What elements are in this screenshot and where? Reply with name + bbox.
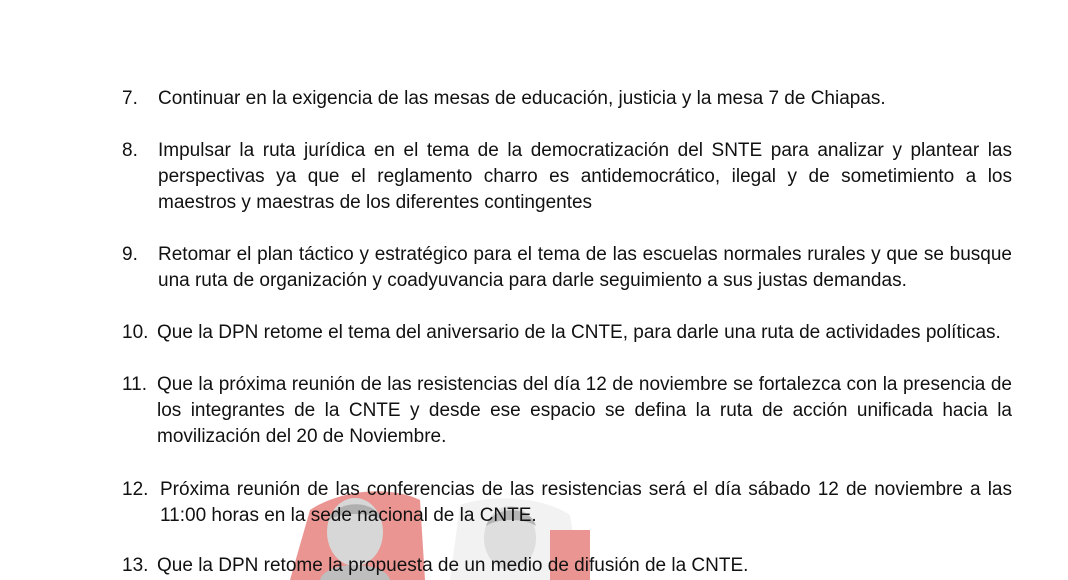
item-text: Que la DPN retome la propuesta de un medio de difusión de la CNTE. [157,555,749,576]
list-item-7 [122,86,1012,112]
list-item-11 [122,372,1012,450]
list-item-8 [122,138,1012,216]
item-number: 10. [122,322,149,343]
item-text: Impulsar la ruta jurídica en el tema de la democratización del SNTE para analizar y plantear las perspectivas ya que el reglamento charro es antidemocrático, ilegal y de sometimiento a los maestros y maestras de los diferentes contingentes [158,140,1012,213]
item-text: Próxima reunión de las conferencias de las resistencias será el día sábado 12 de noviembre a las 11:00 horas en la sede nacional de la CNTE. [160,479,1012,526]
item-text: Que la DPN retome el tema del aniversario de la CNTE, para darle una ruta de actividades políticas. [157,322,1001,343]
item-text: Que la próxima reunión de las resistencias del día 12 de noviembre se fortalezca con la presencia de los integrantes de la CNTE y desde ese espacio se defina la ruta de acción unificada hacia la movilización del 20 de Noviembre. [157,374,1012,447]
item-text: Continuar en la exigencia de las mesas de educación, justicia y la mesa 7 de Chiapas. [158,88,886,109]
list-item-12 [122,477,1012,529]
item-number: 11. [122,374,148,395]
list-item-10 [122,320,1012,346]
list-item-13 [122,553,1012,579]
item-number: 13. [122,555,149,576]
list-item-9 [122,242,1012,294]
item-number: 9. [122,244,138,265]
item-number: 8. [122,140,138,161]
item-number: 7. [122,88,138,109]
item-number: 12. [122,479,149,500]
item-text: Retomar el plan táctico y estratégico para el tema de las escuelas normales rurales y que se busque una ruta de organización y coadyuvancia para darle seguimiento a sus justas demandas. [158,244,1012,291]
